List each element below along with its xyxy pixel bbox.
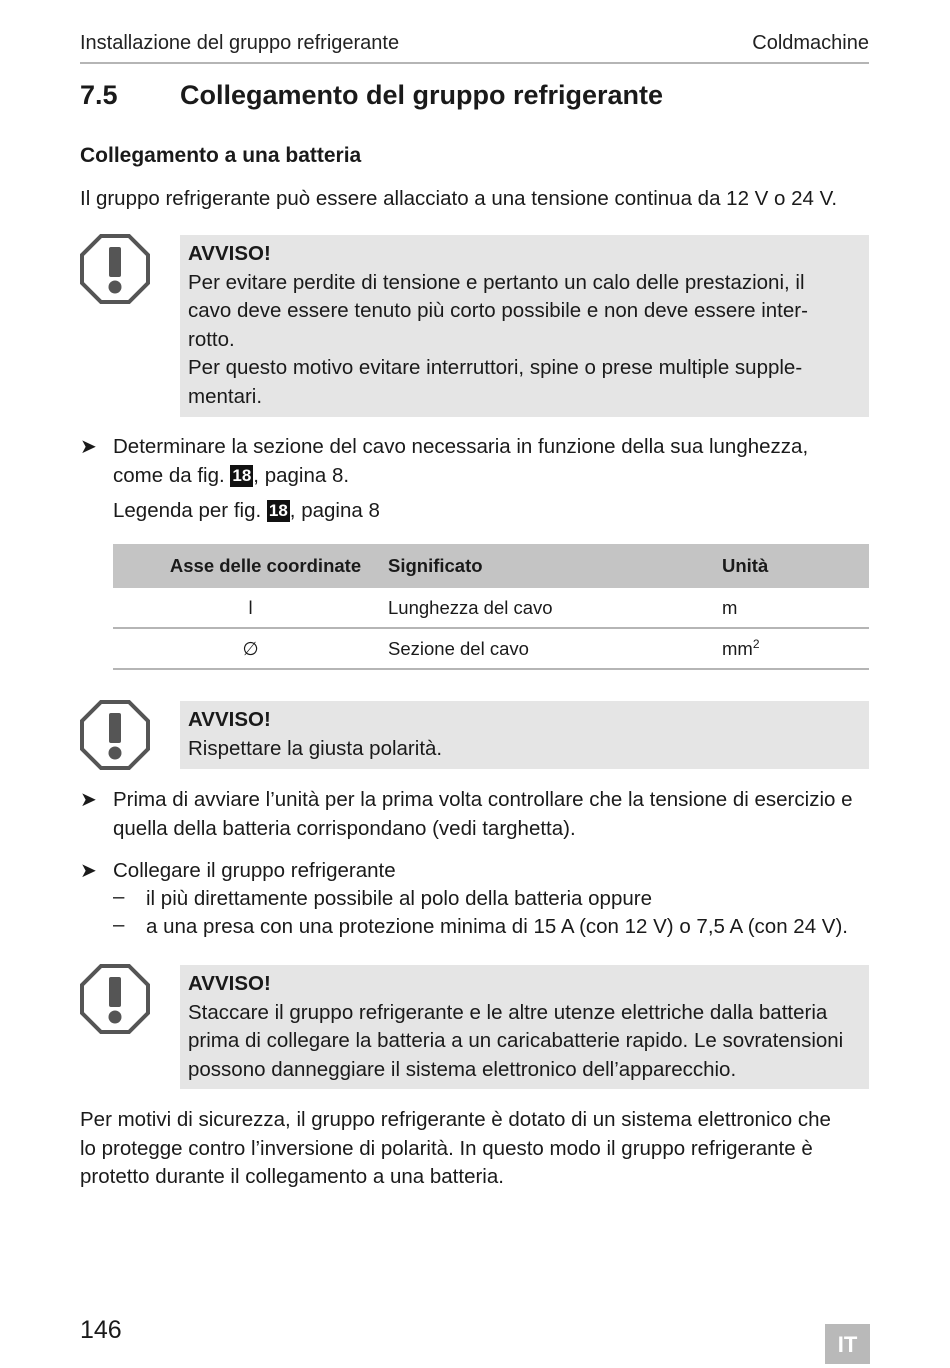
- warning-octagon-icon: [80, 964, 150, 1034]
- dash-bullet: –: [113, 885, 125, 908]
- notice-line: mentari.: [188, 384, 263, 408]
- table-cell: m: [722, 588, 869, 628]
- notice-line: cavo deve essere tenuto più corto possibile e non deve essere inter-: [188, 299, 808, 322]
- unit-superscript: 2: [752, 636, 760, 651]
- figure-ref-badge[interactable]: 18: [268, 501, 288, 520]
- notice-title: AVVISO!: [188, 972, 271, 995]
- notice-line: Rispettare la giusta polarità.: [188, 736, 443, 760]
- page-number: 146: [80, 1316, 122, 1344]
- paragraph-line: Per motivi di sicurezza, il gruppo refrigerante è dotato di un sistema elettronico che: [80, 1108, 831, 1131]
- notice-line: Staccare il gruppo refrigerante e le altre utenze elettriche dalla batteria: [188, 1000, 828, 1024]
- step-line: [113, 462, 808, 491]
- header-product: Coldmachine: [752, 32, 869, 54]
- table-row: [113, 588, 869, 628]
- paragraph-line: protetto durante il collegamento a una batteria.: [80, 1165, 504, 1188]
- table-cell: [722, 628, 869, 669]
- step-connect: Collegare il gruppo refrigerante: [113, 859, 396, 882]
- subheading: Collegamento a una batteria: [80, 144, 362, 167]
- notice-title: AVVISO!: [188, 708, 271, 731]
- legend-caption: [113, 497, 380, 526]
- page-header: [80, 30, 869, 64]
- paragraph-line: lo protegge contro l’inversione di polarità. In questo modo il gruppo refrigerante è: [80, 1136, 813, 1160]
- legend-text: Legenda per fig.: [113, 499, 267, 522]
- table-cell: l: [113, 588, 388, 628]
- arrow-bullet-icon: ➤: [80, 789, 97, 811]
- notice-box-cable: [180, 235, 869, 417]
- dash-bullet: –: [113, 913, 125, 936]
- step-text: , pagina 8.: [253, 463, 350, 487]
- arrow-bullet-icon: ➤: [80, 860, 97, 882]
- table-cell: Sezione del cavo: [388, 628, 722, 669]
- legend-text: , pagina 8: [289, 499, 380, 522]
- arrow-bullet-icon: ➤: [80, 436, 97, 458]
- notice-line: possono danneggiare il sistema elettronico dell’apparecchio.: [188, 1057, 737, 1081]
- language-tab: IT: [825, 1324, 870, 1364]
- step-line: quella della batteria corrispondano (vedi targhetta).: [113, 816, 576, 840]
- intro-paragraph: Il gruppo refrigerante può essere allacciato a una tensione continua da 12 V o 24 V.: [80, 187, 838, 210]
- header-chapter: Installazione del gruppo refrigerante: [80, 32, 400, 54]
- table-row: [113, 628, 869, 669]
- notice-title: AVVISO!: [188, 242, 271, 265]
- notice-box-charger: [180, 965, 869, 1089]
- section-title: [80, 80, 663, 111]
- col-header: Unità: [722, 544, 869, 588]
- section-title-text: Collegamento del gruppo refrigerante: [180, 80, 664, 110]
- step-cable-section: [113, 433, 808, 490]
- legend-table: [113, 544, 869, 670]
- step-text: come da fig.: [113, 463, 231, 487]
- notice-line: rotto.: [188, 327, 235, 351]
- notice-line: Per evitare perdite di tensione e pertanto un calo delle prestazioni, il: [188, 270, 805, 294]
- table-cell: ∅: [113, 628, 388, 669]
- closing-paragraph: [80, 1106, 831, 1192]
- warning-octagon-icon: [80, 700, 150, 770]
- step-line: Determinare la sezione del cavo necessaria in funzione della sua lunghezza,: [113, 435, 809, 458]
- notice-line: Per questo motivo evitare interruttori, spine o prese multiple supple-: [188, 356, 803, 379]
- unit-text: mm: [722, 638, 753, 660]
- section-number: 7.5: [80, 80, 118, 110]
- notice-line: prima di collegare la batteria a un caricabatterie rapido. Le sovratensioni: [188, 1029, 844, 1052]
- sub-step: a una presa con una protezione minima di 15 A (con 12 V) o 7,5 A (con 24 V).: [146, 915, 848, 938]
- sub-step: il più direttamente possibile al polo della batteria oppure: [146, 887, 652, 910]
- step-check-voltage: [113, 786, 853, 843]
- notice-box-polarity: [180, 701, 869, 769]
- col-header: Significato: [388, 544, 722, 588]
- figure-ref-badge[interactable]: 18: [232, 465, 252, 485]
- step-line: Prima di avviare l’unità per la prima volta controllare che la tensione di esercizio e: [113, 788, 853, 811]
- table-cell: Lunghezza del cavo: [388, 588, 722, 628]
- table-header-row: [113, 544, 869, 588]
- warning-octagon-icon: [80, 234, 150, 304]
- col-header: Asse delle coordinate: [113, 544, 388, 588]
